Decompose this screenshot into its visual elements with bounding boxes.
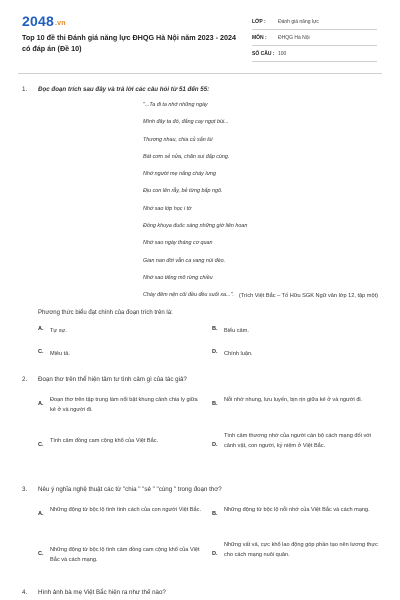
meta-value: ĐHQG Hà Nội bbox=[278, 34, 310, 41]
option-letter: D. bbox=[212, 349, 218, 355]
option-letter: A. bbox=[38, 511, 44, 517]
option-c[interactable] bbox=[38, 349, 198, 361]
option-b[interactable] bbox=[212, 505, 380, 527]
option-letter: D. bbox=[212, 442, 218, 448]
option-text: Chính luận. bbox=[224, 351, 253, 357]
option-b[interactable] bbox=[212, 395, 380, 417]
meta-row-subject bbox=[252, 30, 377, 46]
option-c[interactable] bbox=[38, 545, 206, 567]
poem-line: Gian nan đời vẫn ca vang núi đèo. bbox=[143, 257, 226, 264]
option-text: Đoạn thơ trên tập trung làm nổi bật khung cảnh chia ly giữa kẻ ở và người đi. bbox=[50, 397, 198, 413]
poem-line: Chày đêm nện cối đều đều suối xa...". bbox=[143, 292, 234, 299]
option-text: Miêu tả. bbox=[50, 351, 70, 357]
logo-text: 2048 bbox=[22, 13, 54, 29]
meta-label: MÔN : bbox=[252, 34, 267, 41]
option-text: Những vất vả, cực khổ lao động góp phần tạo nên lương thực cho cách mạng nuôi quân. bbox=[224, 542, 378, 558]
meta-value: Đánh giá năng lực bbox=[278, 18, 319, 25]
option-c[interactable] bbox=[38, 436, 206, 458]
poem-excerpt bbox=[143, 102, 247, 310]
header-divider bbox=[18, 73, 382, 74]
option-a[interactable] bbox=[38, 505, 206, 527]
poem-line: Bát cơm sẻ nửa, chăn sui đắp cùng. bbox=[143, 153, 230, 160]
poem-source: (Trích Việt Bắc – Tố Hữu SGK Ngữ văn lớp 12, tập một) bbox=[238, 293, 378, 299]
option-letter: B. bbox=[212, 326, 218, 332]
question-number: 3. bbox=[22, 486, 28, 493]
site-logo[interactable] bbox=[22, 13, 66, 29]
option-letter: A. bbox=[38, 401, 44, 407]
option-text: Tự sự. bbox=[50, 328, 67, 334]
option-letter: C. bbox=[38, 349, 44, 355]
poem-line: Địu con lên rẫy, bẻ từng bắp ngô. bbox=[143, 188, 223, 195]
option-text: Những động từ bộc lộ tình cảm đồng cam cộng khổ của Việt Bắc và cách mạng. bbox=[50, 547, 200, 563]
poem-line: "...Ta đi ta nhớ những ngày bbox=[143, 102, 208, 108]
option-letter: C. bbox=[38, 442, 44, 448]
option-a[interactable] bbox=[38, 326, 198, 338]
poem-line: Nhớ người mẹ nắng cháy lưng bbox=[143, 171, 216, 178]
option-b[interactable] bbox=[212, 326, 372, 338]
option-text: Tình cảm thương nhớ của người cán bộ cách mạng đối với cảnh vật, con người, kỷ niệm ở Việt Bắc. bbox=[224, 433, 372, 449]
option-text: Những động từ bộc lộ nỗi nhớ của Việt Bắc và cách mạng. bbox=[224, 507, 370, 513]
page-title: Top 10 đề thi Đánh giá năng lực ĐHQG Hà Nội năm 2023 - 2024 có đáp án (Đề 10) bbox=[22, 33, 236, 53]
option-text: Tình cảm đồng cam cộng khổ của Việt Bắc. bbox=[50, 438, 159, 444]
meta-label: LỚP : bbox=[252, 18, 266, 25]
option-letter: D. bbox=[212, 551, 218, 557]
question-text: Đọc đoạn trích sau đây và trả lời các câu hỏi từ 51 đến 55: bbox=[38, 86, 210, 93]
option-letter: A. bbox=[38, 326, 44, 332]
logo-suffix: .vn bbox=[54, 20, 66, 27]
question-text: Hình ảnh bà mẹ Việt Bắc hiện ra như thế nào? bbox=[38, 589, 166, 596]
option-d[interactable] bbox=[212, 349, 372, 361]
option-text: Biểu cảm. bbox=[224, 328, 249, 334]
poem-line: Nhớ sao ngày tháng cơ quan bbox=[143, 240, 213, 247]
meta-label: SỐ CÂU : bbox=[252, 50, 275, 57]
meta-panel bbox=[252, 14, 377, 62]
question-text: Đoạn thơ trên thể hiện tâm tư tình cảm gì của tác giả? bbox=[38, 376, 187, 383]
option-d[interactable] bbox=[212, 431, 380, 463]
poem-line: Đồng khuya đuốc sáng những giờ liên hoan bbox=[143, 223, 248, 230]
poem-line: Mình đây ta đó, đắng cay ngọt bùi... bbox=[143, 119, 229, 126]
option-letter: B. bbox=[212, 401, 218, 407]
poem-line: Nhớ sao lớp học i tờ bbox=[143, 205, 192, 212]
option-letter: C. bbox=[38, 551, 44, 557]
question-number: 2. bbox=[22, 376, 28, 383]
option-text: Những động từ bộc lộ tình tình cách của con người Việt Bắc. bbox=[50, 507, 202, 513]
question-prompt: Phương thức biểu đạt chính của đoạn trích trên là: bbox=[38, 310, 173, 316]
option-letter: B. bbox=[212, 511, 218, 517]
meta-row-class bbox=[252, 14, 377, 30]
option-d[interactable] bbox=[212, 540, 380, 572]
question-number: 1. bbox=[22, 86, 28, 93]
option-text: Nỗi nhớ nhung, lưu luyến, bịn rịn giữa kẻ ở và người đi. bbox=[224, 397, 363, 403]
question-number: 4. bbox=[22, 589, 28, 596]
meta-row-count bbox=[252, 46, 377, 62]
poem-line: Nhớ sao tiếng mõ rừng chiều bbox=[143, 274, 213, 281]
meta-value: 100 bbox=[278, 50, 287, 57]
question-text: Nêu ý nghĩa nghệ thuật các từ "chia " "sẻ " "cùng " trong đoạn thơ? bbox=[38, 486, 222, 493]
option-a[interactable] bbox=[38, 395, 206, 417]
page-header bbox=[0, 0, 400, 68]
poem-line: Thương nhau, chia củ sắn lùi bbox=[143, 136, 213, 143]
